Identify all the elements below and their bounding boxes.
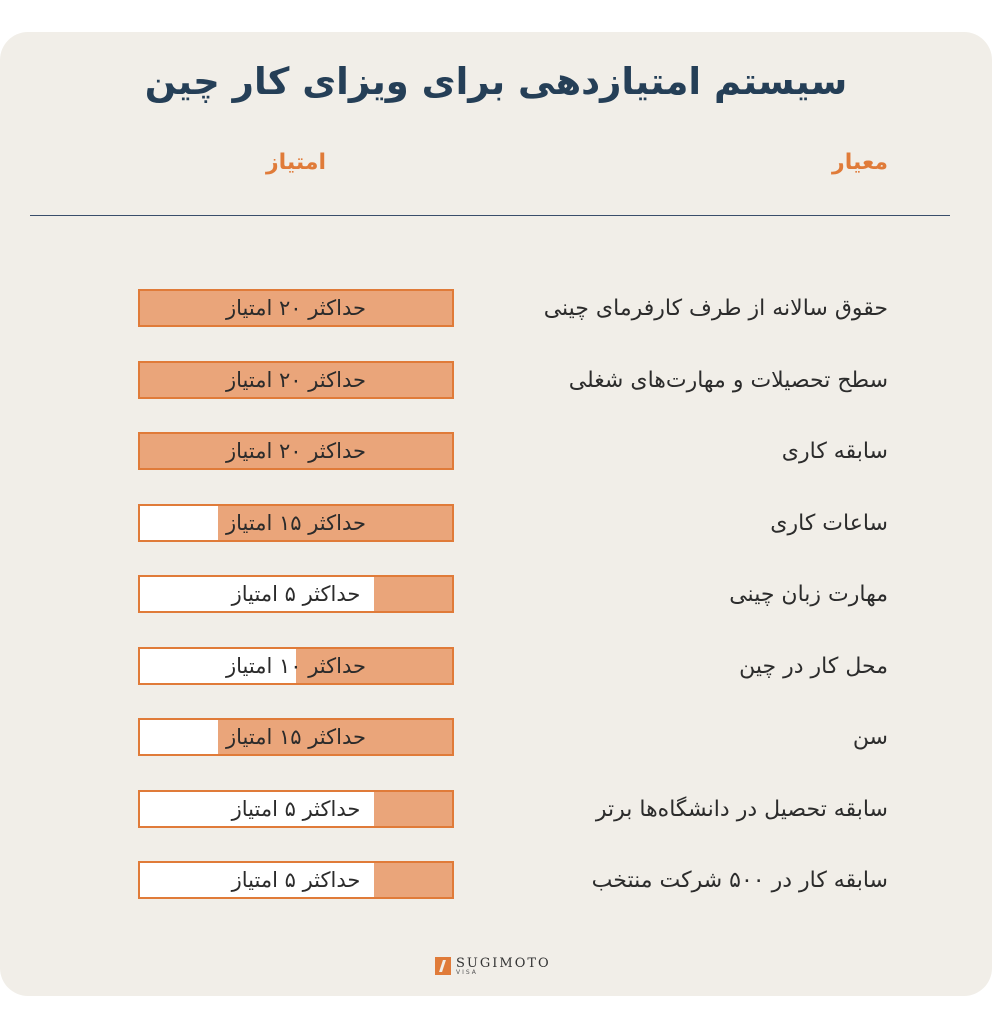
score-row	[0, 575, 992, 615]
score-row	[0, 361, 992, 401]
score-value-label: حداکثر ۲۰ امتیاز	[226, 368, 366, 392]
criterion-label: سطح تحصیلات و مهارت‌های شغلی	[568, 368, 888, 393]
score-row	[0, 790, 992, 830]
score-value-label: حداکثر ۱۵ امتیاز	[226, 511, 366, 535]
infographic-card	[0, 32, 992, 996]
score-column-header: امتیاز	[266, 150, 327, 175]
score-value-label: حداکثر ۲۰ امتیاز	[226, 439, 366, 463]
score-bar	[138, 504, 454, 542]
score-bar	[138, 432, 454, 470]
score-row	[0, 718, 992, 758]
criterion-label: سن	[852, 725, 888, 750]
criterion-label: محل کار در چین	[739, 654, 888, 679]
logo-sub: VISA	[456, 968, 478, 976]
chart-title: سیستم امتیازدهی برای ویزای کار چین	[144, 60, 848, 103]
score-bar	[138, 718, 454, 756]
score-value-label: حداکثر ۵ امتیاز	[231, 582, 361, 606]
score-row	[0, 504, 992, 544]
logo-mark-icon	[435, 957, 451, 975]
score-bar	[138, 289, 454, 327]
score-value-label: حداکثر ۱۰ امتیاز	[226, 654, 366, 678]
criterion-label: سابقه کاری	[781, 439, 888, 464]
sugimoto-logo	[435, 956, 551, 976]
score-value-label: حداکثر ۵ امتیاز	[231, 797, 361, 821]
score-bar	[138, 790, 454, 828]
criterion-label: سابقه تحصیل در دانشگاه‌ها برتر	[595, 797, 888, 822]
criteria-column-header: معیار	[832, 150, 888, 175]
criterion-label: حقوق سالانه از طرف کارفرمای چینی	[543, 296, 888, 321]
score-bar	[138, 861, 454, 899]
score-row	[0, 289, 992, 329]
score-value-label: حداکثر ۲۰ امتیاز	[226, 296, 366, 320]
criterion-label: سابقه کار در ۵۰۰ شرکت منتخب	[591, 868, 888, 893]
score-value-label: حداکثر ۱۵ امتیاز	[226, 725, 366, 749]
score-row	[0, 861, 992, 901]
score-bar	[138, 361, 454, 399]
score-value-label: حداکثر ۵ امتیاز	[231, 868, 361, 892]
score-bar	[138, 575, 454, 613]
score-row	[0, 647, 992, 687]
criterion-label: مهارت زبان چینی	[729, 582, 888, 607]
criterion-label: ساعات کاری	[770, 511, 888, 536]
score-rows	[0, 32, 992, 996]
logo-name: SUGIMOTO	[456, 955, 551, 971]
score-bar	[138, 647, 454, 685]
score-row	[0, 432, 992, 472]
